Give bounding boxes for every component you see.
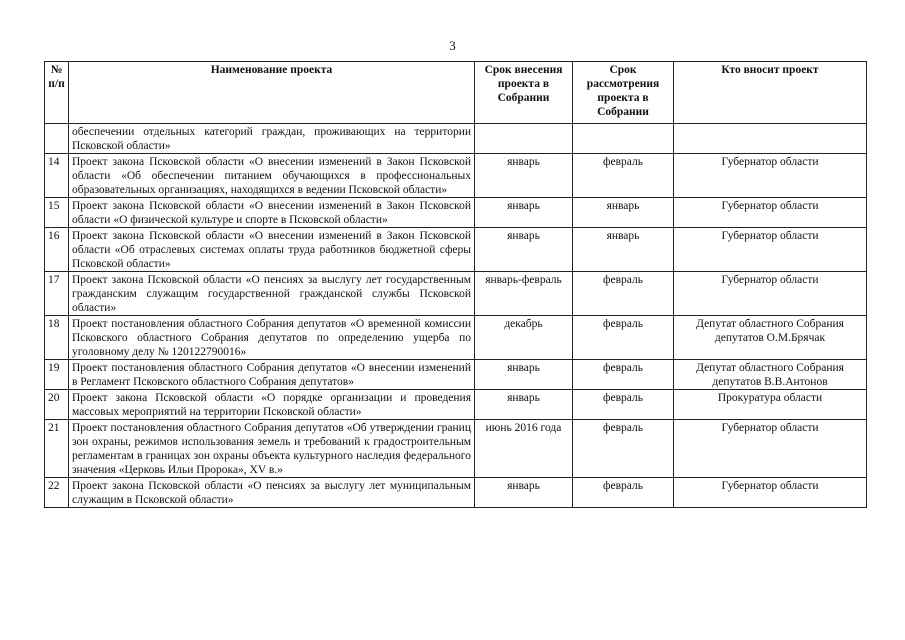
cell-project-name: обеспечении отдельных категорий граждан, проживающих на территории Псковской области» [69,124,475,154]
cell-review-deadline: февраль [573,272,674,316]
cell-submitter: Прокуратура области [674,390,867,420]
cell-submitter [674,124,867,154]
table-row [45,272,867,316]
table-row [45,420,867,478]
cell-submit-deadline: январь [475,198,573,228]
table-header-row [45,62,867,124]
cell-project-name: Проект закона Псковской области «О внесении изменений в Закон Псковской области «Об отраслевых системах оплаты труда работников бюджетной сферы Псковской области» [69,228,475,272]
cell-project-name: Проект постановления областного Собрания депутатов «О внесении изменений в Регламент Псковского областного Собрания депутатов» [69,360,475,390]
cell-submit-deadline: январь [475,390,573,420]
header-review-deadline: Срок рассмотрения проекта в Собрании [573,62,674,124]
cell-submitter: Губернатор области [674,154,867,198]
cell-review-deadline [573,124,674,154]
cell-num: 22 [45,478,69,508]
table-row [45,390,867,420]
table-row [45,316,867,360]
cell-num: 16 [45,228,69,272]
table-row [45,360,867,390]
header-name: Наименование проекта [69,62,475,124]
cell-submitter: Губернатор области [674,228,867,272]
cell-review-deadline: февраль [573,478,674,508]
table-body [45,124,867,508]
cell-submit-deadline: июнь 2016 года [475,420,573,478]
cell-num: 14 [45,154,69,198]
table-row [45,198,867,228]
cell-review-deadline: февраль [573,360,674,390]
cell-num: 20 [45,390,69,420]
cell-submitter: Губернатор области [674,198,867,228]
cell-num: 18 [45,316,69,360]
cell-review-deadline: январь [573,198,674,228]
cell-submitter: Депутат областного Собрания депутатов О.М.Брячак [674,316,867,360]
header-num: № п/п [45,62,69,124]
legislative-plan-table [44,61,867,508]
cell-project-name: Проект закона Псковской области «О внесении изменений в Закон Псковской области «Об обеспечении питанием обучающихся в профессиональных образовательных организациях, находящихся в ведении Псковской области» [69,154,475,198]
cell-submitter: Губернатор области [674,272,867,316]
cell-project-name: Проект закона Псковской области «О порядке организации и проведения массовых мероприятий на территории Псковской области» [69,390,475,420]
cell-project-name: Проект постановления областного Собрания депутатов «Об утверждении границ зон охраны, режимов использования земель и требований к градостроительным регламентам в границах зон охраны объекта культурного наследия федерального значения «Церковь Ильи Пророка», XV в.» [69,420,475,478]
header-submit-deadline: Срок внесения проекта в Собрании [475,62,573,124]
cell-num: 15 [45,198,69,228]
cell-submitter: Депутат областного Собрания депутатов В.В.Антонов [674,360,867,390]
cell-review-deadline: февраль [573,390,674,420]
table-row [45,124,867,154]
header-submitter: Кто вносит проект [674,62,867,124]
cell-submitter: Губернатор области [674,420,867,478]
cell-project-name: Проект закона Псковской области «О внесении изменений в Закон Псковской области «О физической культуре и спорте в Псковской области» [69,198,475,228]
cell-submit-deadline: январь-февраль [475,272,573,316]
cell-submit-deadline: январь [475,478,573,508]
cell-num: 21 [45,420,69,478]
table-row [45,154,867,198]
cell-review-deadline: февраль [573,316,674,360]
cell-review-deadline: январь [573,228,674,272]
cell-submitter: Губернатор области [674,478,867,508]
page-number: 3 [449,38,456,53]
cell-submit-deadline: декабрь [475,316,573,360]
cell-num: 17 [45,272,69,316]
cell-project-name: Проект постановления областного Собрания депутатов «О временной комиссии Псковского областного Собрания депутатов по определению ущерба по уголовному делу № 120122790016» [69,316,475,360]
cell-submit-deadline [475,124,573,154]
table-row [45,228,867,272]
cell-project-name: Проект закона Псковской области «О пенсиях за выслугу лет муниципальным служащим в Псковской области» [69,478,475,508]
cell-submit-deadline: январь [475,360,573,390]
cell-review-deadline: февраль [573,420,674,478]
cell-num [45,124,69,154]
cell-num: 19 [45,360,69,390]
cell-submit-deadline: январь [475,154,573,198]
cell-review-deadline: февраль [573,154,674,198]
cell-project-name: Проект закона Псковской области «О пенсиях за выслугу лет государственным гражданским служащим государственной гражданской службы Псковской области» [69,272,475,316]
cell-submit-deadline: январь [475,228,573,272]
table-row [45,478,867,508]
